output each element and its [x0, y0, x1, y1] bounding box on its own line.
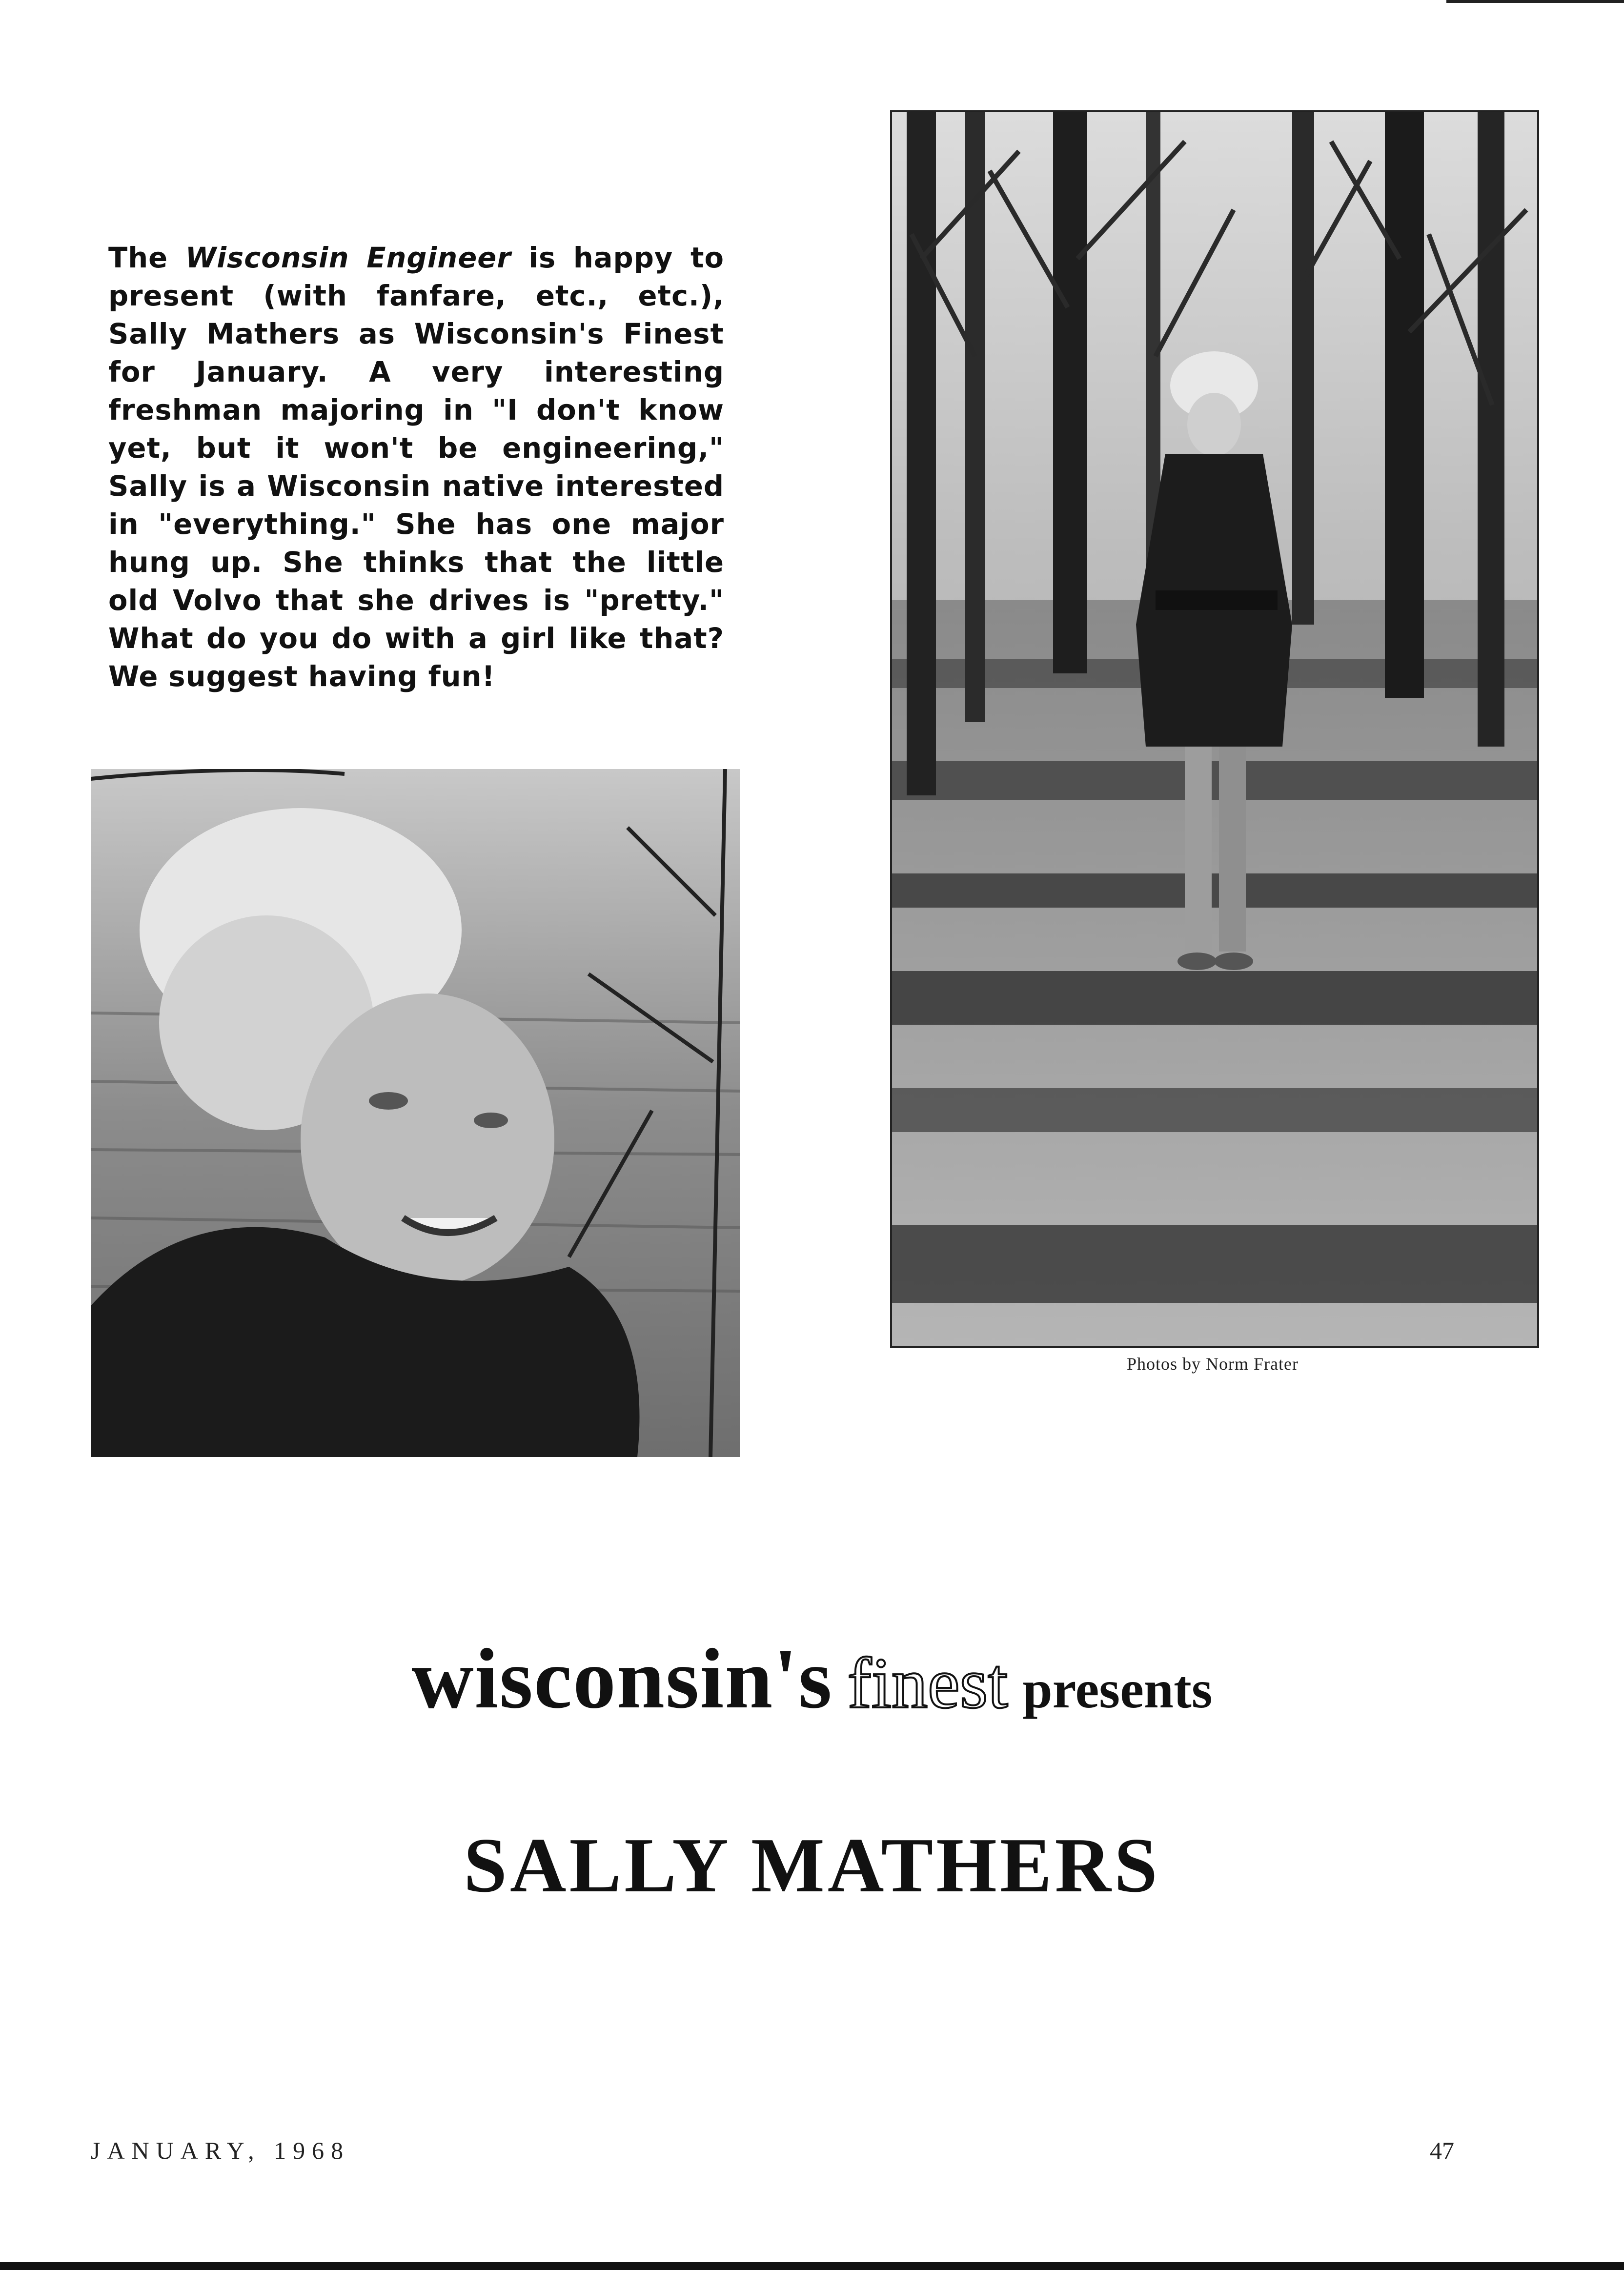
intro-text-start: The	[108, 242, 185, 274]
feature-name: SALLY MATHERS	[464, 1822, 1160, 1908]
footer-date: JANUARY, 1968	[91, 2137, 350, 2164]
page-number: 47	[1430, 2137, 1454, 2164]
headline-finest: finest	[847, 1643, 1008, 1723]
headline-wisconsins: wisconsin's	[411, 1631, 833, 1726]
intro-paragraph	[108, 239, 724, 696]
intro-text-body: is happy to present (with fanfare, etc., etc.), Sally Mathers as Wisconsin's Finest for January. A very interesting freshman majoring in "I don't know yet, but it won't be engineering," Sally is a Wisconsin native interested in "everything." She has one major hung up. She thinks that the little old Volvo that she drives is "pretty." What do you do with a girl like that? We suggest having fun!	[108, 242, 724, 693]
top-rule	[1446, 0, 1624, 3]
bottom-rule	[0, 2262, 1624, 2270]
publication-name: Wisconsin Engineer	[185, 242, 511, 274]
headline	[0, 1630, 1624, 1728]
photo-walking-path	[890, 110, 1539, 1348]
photo-credit: Photos by Norm Frater	[1127, 1354, 1299, 1374]
photo-portrait	[91, 769, 740, 1457]
headline-presents: presents	[1022, 1660, 1213, 1719]
